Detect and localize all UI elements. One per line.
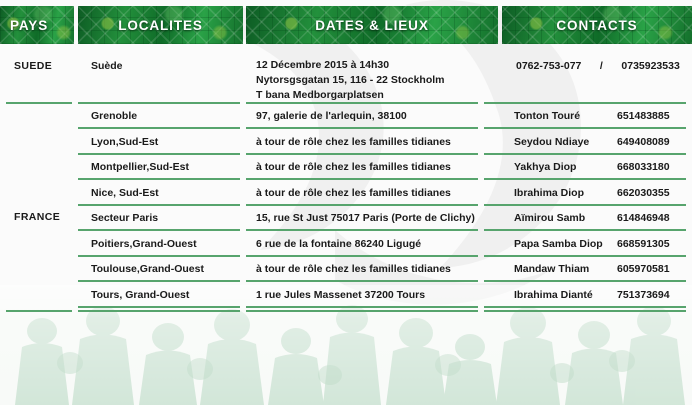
- country-label-france: FRANCE: [14, 211, 61, 223]
- contact-phone-3: 662030355: [617, 186, 670, 199]
- suede-phone-1: 0762-753-077: [516, 60, 582, 72]
- contact-phone-2: 668033180: [617, 161, 670, 173]
- row-separator: [246, 280, 478, 282]
- contact-name-2: Yakhya Diop: [514, 161, 577, 173]
- row-separator: [6, 102, 72, 104]
- place-1: à tour de rôle chez les familles tidianes: [256, 135, 451, 148]
- contact-phone-4: 614846948: [617, 212, 670, 224]
- row-separator: [78, 306, 240, 308]
- contact-phones-suede: [516, 60, 680, 72]
- contact-name-0: Tonton Touré: [514, 110, 581, 122]
- contact-name-7: Ibrahima Dianté: [514, 288, 593, 301]
- column-header-pays: [0, 6, 74, 44]
- locality-1: Lyon,Sud-Est: [91, 135, 159, 148]
- row-separator: [484, 102, 686, 104]
- table-header: [0, 6, 692, 44]
- contact-name-6: Mandaw Thiam: [514, 263, 590, 275]
- contact-phone-5: 668591305: [617, 237, 670, 250]
- place-4: 15, rue St Just 75017 Paris (Porte de Clichy): [256, 212, 475, 224]
- contact-name-4: Aïmirou Samb: [514, 212, 586, 224]
- place-3: à tour de rôle chez les familles tidianes: [256, 186, 451, 199]
- place-suede: [256, 58, 445, 103]
- place-0: 97, galerie de l'arlequin, 38100: [256, 110, 407, 122]
- row-separator: [246, 204, 478, 206]
- suede-address-line: Nytorsgsgatan 15, 116 - 22 Stockholm: [256, 74, 445, 86]
- row-separator: [484, 280, 686, 282]
- row-separator: [484, 153, 686, 155]
- row-separator: [6, 310, 72, 312]
- row-separator: [78, 229, 240, 231]
- place-5: 6 rue de la fontaine 86240 Ligugé: [256, 237, 422, 250]
- locality-6: Toulouse,Grand-Ouest: [91, 263, 204, 275]
- contact-name-3: Ibrahima Diop: [514, 186, 585, 199]
- place-7: 1 rue Jules Massenet 37200 Tours: [256, 288, 426, 301]
- row-separator: [246, 178, 478, 180]
- suede-transit-line: T bana Medborgarplatsen: [256, 89, 384, 101]
- row-separator: [78, 178, 240, 180]
- suede-date-line: 12 Décembre 2015 à 14h30: [256, 59, 390, 71]
- locality-0: Grenoble: [91, 110, 138, 122]
- row-separator: [78, 102, 240, 104]
- row-separator: [484, 306, 686, 308]
- row-separator: [484, 310, 686, 312]
- column-header-dates-lieux-label: DATES & LIEUX: [315, 17, 429, 33]
- contact-phone-1: 649408089: [617, 135, 670, 148]
- row-separator: [78, 204, 240, 206]
- column-header-pays-label: PAYS: [10, 17, 49, 33]
- crowd-photo-background: [0, 285, 692, 405]
- contact-name-1: Seydou Ndiaye: [514, 135, 590, 148]
- place-6: à tour de rôle chez les familles tidianes: [256, 263, 451, 275]
- row-separator: [246, 310, 478, 312]
- row-separator: [246, 255, 478, 257]
- row-separator: [484, 255, 686, 257]
- column-header-localites-label: LOCALITES: [118, 17, 203, 33]
- row-separator: [484, 204, 686, 206]
- row-separator: [484, 229, 686, 231]
- row-separator: [246, 153, 478, 155]
- locality-3: Nice, Sud-Est: [91, 186, 159, 199]
- row-separator: [246, 102, 478, 104]
- place-2: à tour de rôle chez les familles tidianes: [256, 161, 451, 173]
- row-separator: [246, 306, 478, 308]
- locality-5: Poitiers,Grand-Ouest: [91, 237, 197, 250]
- contact-phone-7: 751373694: [617, 288, 670, 301]
- locality-4: Secteur Paris: [91, 212, 159, 224]
- row-separator: [78, 255, 240, 257]
- row-separator: [484, 178, 686, 180]
- column-header-contacts: [502, 6, 692, 44]
- row-separator: [78, 127, 240, 129]
- locality-2: Montpellier,Sud-Est: [91, 161, 190, 173]
- contact-phone-6: 605970581: [617, 263, 670, 275]
- contact-phone-0: 651483885: [617, 110, 670, 122]
- row-separator: [484, 127, 686, 129]
- locality-7: Tours, Grand-Ouest: [91, 288, 190, 301]
- locality-suede: Suède: [91, 60, 123, 72]
- country-label-suede: SUEDE: [14, 60, 53, 72]
- column-header-contacts-label: CONTACTS: [556, 17, 638, 33]
- suede-phone-2: 0735923533: [621, 60, 680, 72]
- suede-phone-separator: /: [599, 60, 603, 72]
- row-separator: [246, 229, 478, 231]
- column-header-dates-lieux: [246, 6, 498, 44]
- row-separator: [78, 310, 240, 312]
- contact-name-5: Papa Samba Diop: [514, 237, 603, 250]
- row-separator: [246, 127, 478, 129]
- row-separator: [78, 280, 240, 282]
- column-header-localites: [78, 6, 243, 44]
- row-separator: [78, 153, 240, 155]
